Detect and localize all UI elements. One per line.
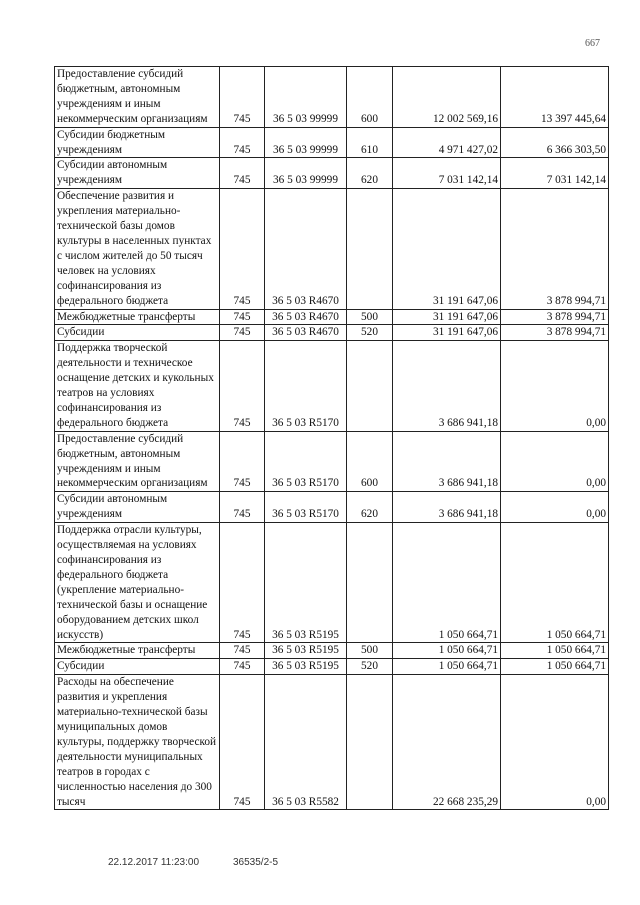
cell-target-code: 36 5 03 R5170: [265, 492, 347, 523]
cell-amount-1: 31 191 647,06: [393, 325, 501, 341]
cell-name: Субсидии автономным учреждениям: [55, 158, 220, 189]
cell-expense-type: [347, 523, 393, 643]
cell-amount-1: 3 686 941,18: [393, 492, 501, 523]
cell-target-code: 36 5 03 99999: [265, 127, 347, 158]
cell-amount-1: 3 686 941,18: [393, 431, 501, 492]
cell-name: Предоставление субсидий бюджетным, автономным учреждениям и иным некоммерческим организациям: [55, 431, 220, 492]
cell-amount-2: 7 031 142,14: [501, 158, 609, 189]
cell-target-code: 36 5 03 99999: [265, 158, 347, 189]
cell-target-code: 36 5 03 R4670: [265, 325, 347, 341]
cell-target-code: 36 5 03 R5170: [265, 431, 347, 492]
cell-name: Субсидии автономным учреждениям: [55, 492, 220, 523]
cell-expense-type: [347, 341, 393, 431]
cell-ministry-code: 745: [220, 492, 265, 523]
cell-target-code: 36 5 03 R5195: [265, 523, 347, 643]
table-row: [55, 341, 609, 431]
cell-amount-1: 31 191 647,06: [393, 309, 501, 325]
cell-amount-2: 1 050 664,71: [501, 659, 609, 675]
table-row: [55, 309, 609, 325]
cell-expense-type: 600: [347, 431, 393, 492]
cell-name: Поддержка творческой деятельности и техническое оснащение детских и кукольных театров на условиях софинансирования из федерального бюджета: [55, 341, 220, 431]
cell-name: Расходы на обеспечение развития и укрепления материально-технической базы муниципальных домов культуры, поддержку творческой деятельности муниципальных театров в городах с численностью населения до 300 тысяч: [55, 675, 220, 810]
cell-target-code: 36 5 03 R5170: [265, 341, 347, 431]
cell-ministry-code: 745: [220, 431, 265, 492]
cell-amount-2: 1 050 664,71: [501, 523, 609, 643]
cell-expense-type: 520: [347, 659, 393, 675]
cell-amount-2: 0,00: [501, 431, 609, 492]
budget-table: [54, 66, 609, 810]
cell-expense-type: 610: [347, 127, 393, 158]
cell-amount-2: 1 050 664,71: [501, 643, 609, 659]
table-row: [55, 67, 609, 128]
cell-expense-type: 620: [347, 492, 393, 523]
table-row: [55, 325, 609, 341]
cell-amount-1: 31 191 647,06: [393, 189, 501, 309]
cell-expense-type: 620: [347, 158, 393, 189]
cell-amount-2: 0,00: [501, 675, 609, 810]
table-row: [55, 675, 609, 810]
cell-name: Субсидии: [55, 659, 220, 675]
cell-name: Обеспечение развития и укрепления материально-технической базы домов культуры в населенных пунктах с числом жителей до 50 тысяч человек на условиях софинансирования из федерального бюджета: [55, 189, 220, 309]
cell-expense-type: [347, 189, 393, 309]
cell-ministry-code: 745: [220, 67, 265, 128]
cell-amount-2: 3 878 994,71: [501, 325, 609, 341]
cell-amount-2: 0,00: [501, 341, 609, 431]
cell-target-code: 36 5 03 R5195: [265, 659, 347, 675]
table-row: [55, 659, 609, 675]
cell-ministry-code: 745: [220, 309, 265, 325]
cell-amount-2: 13 397 445,64: [501, 67, 609, 128]
budget-table-body: [55, 67, 609, 810]
cell-expense-type: 600: [347, 67, 393, 128]
table-row: [55, 643, 609, 659]
cell-ministry-code: 745: [220, 643, 265, 659]
cell-ministry-code: 745: [220, 158, 265, 189]
table-row: [55, 492, 609, 523]
cell-target-code: 36 5 03 R5195: [265, 643, 347, 659]
cell-amount-1: 1 050 664,71: [393, 643, 501, 659]
cell-expense-type: 500: [347, 643, 393, 659]
cell-expense-type: 500: [347, 309, 393, 325]
table-row: [55, 127, 609, 158]
cell-amount-2: 3 878 994,71: [501, 189, 609, 309]
cell-amount-2: 0,00: [501, 492, 609, 523]
cell-ministry-code: 745: [220, 127, 265, 158]
cell-expense-type: [347, 675, 393, 810]
cell-name: Субсидии бюджетным учреждениям: [55, 127, 220, 158]
cell-amount-1: 1 050 664,71: [393, 659, 501, 675]
cell-name: Межбюджетные трансферты: [55, 643, 220, 659]
cell-amount-2: 3 878 994,71: [501, 309, 609, 325]
table-row: [55, 189, 609, 309]
cell-target-code: 36 5 03 R4670: [265, 189, 347, 309]
footer-datetime: 22.12.2017 11:23:00: [108, 857, 200, 868]
table-row: [55, 158, 609, 189]
cell-target-code: 36 5 03 R4670: [265, 309, 347, 325]
cell-target-code: 36 5 03 R5582: [265, 675, 347, 810]
cell-name: Субсидии: [55, 325, 220, 341]
cell-ministry-code: 745: [220, 341, 265, 431]
cell-name: Предоставление субсидий бюджетным, автономным учреждениям и иным некоммерческим организациям: [55, 67, 220, 128]
cell-name: Поддержка отрасли культуры, осуществляемая на условиях софинансирования из федерального бюджета (укрепление материально-технической базы и оснащение оборудованием детских школ искусств): [55, 523, 220, 643]
cell-name: Межбюджетные трансферты: [55, 309, 220, 325]
table-row: [55, 523, 609, 643]
cell-ministry-code: 745: [220, 189, 265, 309]
table-row: [55, 431, 609, 492]
cell-amount-1: 22 668 235,29: [393, 675, 501, 810]
cell-ministry-code: 745: [220, 523, 265, 643]
cell-expense-type: 520: [347, 325, 393, 341]
cell-amount-1: 1 050 664,71: [393, 523, 501, 643]
cell-ministry-code: 745: [220, 675, 265, 810]
cell-amount-2: 6 366 303,50: [501, 127, 609, 158]
cell-amount-1: 12 002 569,16: [393, 67, 501, 128]
cell-ministry-code: 745: [220, 325, 265, 341]
cell-ministry-code: 745: [220, 659, 265, 675]
cell-amount-1: 3 686 941,18: [393, 341, 501, 431]
cell-target-code: 36 5 03 99999: [265, 67, 347, 128]
footer-doc-code: 36535/2-5: [233, 857, 279, 868]
cell-amount-1: 4 971 427,02: [393, 127, 501, 158]
page-number: 667: [585, 38, 600, 49]
cell-amount-1: 7 031 142,14: [393, 158, 501, 189]
